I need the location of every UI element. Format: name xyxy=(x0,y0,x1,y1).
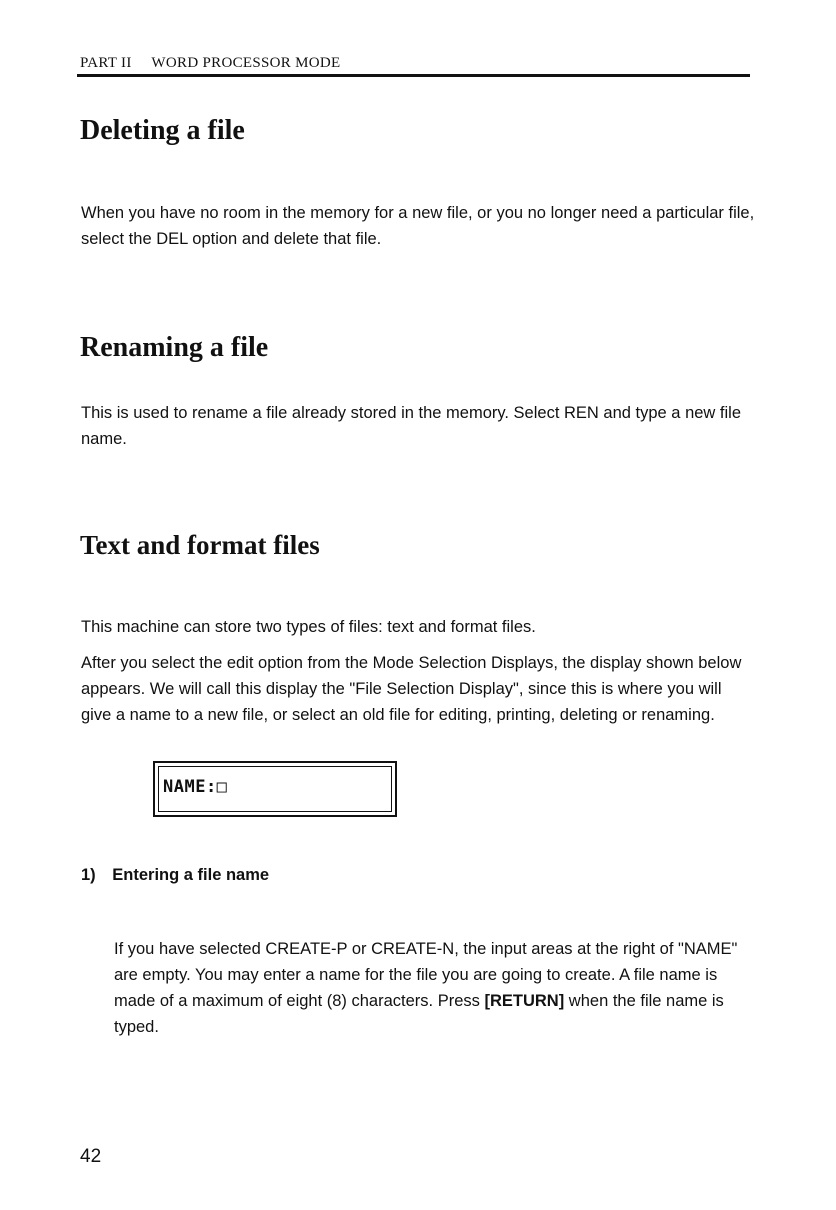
heading-text-and-format-files: Text and format files xyxy=(80,530,320,560)
return-key-label: [RETURN] xyxy=(484,992,565,1010)
paragraph-file-selection-display: After you select the edit option from the Mode Selection Displays, the display shown below appears. We will call this display the "File Selection Display", since this is where you will give a name to a new file, or select an old file for editing, printing, deleting or renaming. xyxy=(81,654,742,724)
header-rule xyxy=(77,74,750,77)
heading-deleting-a-file: Deleting a file xyxy=(80,115,245,146)
paragraph-deleting: When you have no room in the memory for a new file, or you no longer need a particular file, select the DEL option and delete that file. xyxy=(81,204,755,248)
heading-renaming-a-file: Renaming a file xyxy=(80,332,269,363)
entry-text-before-key: If you have selected CREATE-P or CREATE-N, the input areas at the right of "NAME" are empty. You may enter a name for the file you are going to create. A file name is made of a maximum of eight (8) characters. Press xyxy=(114,940,738,1010)
entry-text-after-key: when the file name is typed. xyxy=(114,992,724,1036)
display-name-prompt: NAME:□ xyxy=(163,777,228,797)
subheading-number: 1) xyxy=(81,866,96,884)
paragraph-renaming: This is used to rename a file already stored in the memory. Select REN and type a new file name. xyxy=(81,404,742,448)
page-number: 42 xyxy=(80,1146,102,1167)
paragraph-file-types: This machine can store two types of files: text and format files. xyxy=(81,618,536,636)
part-label: PART II xyxy=(80,55,132,71)
paragraph-entering-file-name xyxy=(114,936,759,1040)
running-header xyxy=(80,55,340,72)
chapter-title: WORD PROCESSOR MODE xyxy=(151,55,341,71)
file-selection-display-figure xyxy=(153,761,397,817)
subheading-title: Entering a file name xyxy=(112,866,270,884)
subheading-entering-a-file-name xyxy=(81,866,269,885)
